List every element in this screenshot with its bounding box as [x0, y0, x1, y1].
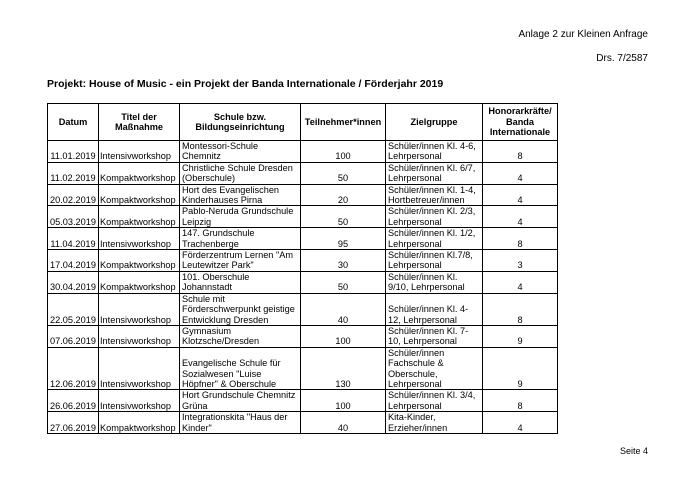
institution-cell: Montessori-Schule Chemnitz — [180, 141, 301, 163]
institution-cell: Pablo-Neruda Grundschule Leipzig — [180, 206, 301, 228]
date-cell: 26.06.2019 — [48, 390, 99, 412]
target-group-cell: Schüler/innen Kl. 1-4, Hortbetreuer/innen — [386, 184, 483, 206]
participants-cell: 20 — [301, 184, 386, 206]
table-row — [48, 184, 558, 206]
title-cell: Intensivworkshop — [99, 141, 180, 163]
title-cell: Kompaktworkshop — [99, 412, 180, 434]
table-row — [48, 390, 558, 412]
target-group-cell: Schüler/innen Kl. 3/4, Lehrpersonal — [386, 390, 483, 412]
institution-cell: Gymnasium Klotzsche/Dresden — [180, 325, 301, 347]
title-cell: Kompaktworkshop — [99, 250, 180, 272]
institution-cell: Hort des Evangelischen Kinderhauses Pirna — [180, 184, 301, 206]
participants-cell: 40 — [301, 412, 386, 434]
target-group-cell: Schüler/innen Kl. 6/7, Lehrpersonal — [386, 162, 483, 184]
participants-cell: 100 — [301, 390, 386, 412]
participants-cell: 50 — [301, 162, 386, 184]
participants-cell: 30 — [301, 250, 386, 272]
target-group-cell: Schüler/innen Fachschule & Oberschule, Lehrpersonal — [386, 347, 483, 390]
col-header-participants: Teilnehmer*innen — [301, 104, 386, 141]
date-cell: 22.05.2019 — [48, 293, 99, 325]
document-number: Drs. 7/2587 — [596, 53, 648, 64]
date-cell: 11.02.2019 — [48, 162, 99, 184]
table-row — [48, 271, 558, 293]
table-row — [48, 162, 558, 184]
participants-cell: 50 — [301, 206, 386, 228]
table-row — [48, 325, 558, 347]
date-cell: 17.04.2019 — [48, 250, 99, 272]
table-row — [48, 293, 558, 325]
trainers-cell: 4 — [483, 412, 558, 434]
title-cell: Kompaktworkshop — [99, 162, 180, 184]
table-row — [48, 347, 558, 390]
date-cell: 27.06.2019 — [48, 412, 99, 434]
target-group-cell: Schüler/innen Kl. 7-10, Lehrpersonal — [386, 325, 483, 347]
institution-cell: Förderzentrum Lernen "Am Leutewitzer Park" — [180, 250, 301, 272]
date-cell: 30.04.2019 — [48, 271, 99, 293]
annex-label: Anlage 2 zur Kleinen Anfrage — [518, 29, 648, 40]
table-row — [48, 141, 558, 163]
participants-cell: 100 — [301, 141, 386, 163]
date-cell: 12.06.2019 — [48, 347, 99, 390]
trainers-cell: 3 — [483, 250, 558, 272]
target-group-cell: Schüler/innen Kl. 1/2, Lehrpersonal — [386, 228, 483, 250]
title-cell: Intensivworkshop — [99, 293, 180, 325]
table-row — [48, 412, 558, 434]
institution-cell: 101. Oberschule Johannstadt — [180, 271, 301, 293]
trainers-cell: 8 — [483, 293, 558, 325]
institution-cell: Hort Grundschule Chemnitz Grüna — [180, 390, 301, 412]
table-header-row — [48, 104, 558, 141]
target-group-cell: Schüler/innen Kl.7/8, Lehrpersonal — [386, 250, 483, 272]
page-title: Projekt: House of Music - ein Projekt der Banda Internationale / Förderjahr 2019 — [47, 78, 444, 90]
participants-cell: 40 — [301, 293, 386, 325]
trainers-cell: 9 — [483, 347, 558, 390]
trainers-cell: 4 — [483, 162, 558, 184]
target-group-cell: Schüler/innen Kl. 2/3, Lehrpersonal — [386, 206, 483, 228]
trainers-cell: 4 — [483, 271, 558, 293]
title-cell: Kompaktworkshop — [99, 184, 180, 206]
title-cell: Kompaktworkshop — [99, 271, 180, 293]
institution-cell: Integrationskita "Haus der Kinder" — [180, 412, 301, 434]
col-header-target-group: Zielgruppe — [386, 104, 483, 141]
workshop-table — [47, 103, 558, 434]
trainers-cell: 8 — [483, 141, 558, 163]
title-cell: Intensivworkshop — [99, 325, 180, 347]
trainers-cell: 4 — [483, 184, 558, 206]
col-header-trainers: Honorarkräfte/ Banda Internationale — [483, 104, 558, 141]
institution-cell: Schule mit Förderschwerpunkt geistige Entwicklung Dresden — [180, 293, 301, 325]
trainers-cell: 9 — [483, 325, 558, 347]
trainers-cell: 4 — [483, 206, 558, 228]
trainers-cell: 8 — [483, 228, 558, 250]
page-number: Seite 4 — [619, 446, 648, 456]
target-group-cell: Schüler/innen Kl. 4-12, Lehrpersonal — [386, 293, 483, 325]
date-cell: 11.01.2019 — [48, 141, 99, 163]
institution-cell: Christliche Schule Dresden (Oberschule) — [180, 162, 301, 184]
col-header-date: Datum — [48, 104, 99, 141]
date-cell: 07.06.2019 — [48, 325, 99, 347]
target-group-cell: Schüler/innen Kl. 4-6, Lehrpersonal — [386, 141, 483, 163]
date-cell: 20.02.2019 — [48, 184, 99, 206]
date-cell: 05.03.2019 — [48, 206, 99, 228]
institution-cell: Evangelische Schule für Sozialwesen "Luise Höpfner" & Oberschule — [180, 347, 301, 390]
title-cell: Kompaktworkshop — [99, 206, 180, 228]
participants-cell: 130 — [301, 347, 386, 390]
col-header-title: Titel der Maßnahme — [99, 104, 180, 141]
table-row — [48, 250, 558, 272]
title-cell: Intensivworkshop — [99, 228, 180, 250]
trainers-cell: 8 — [483, 390, 558, 412]
participants-cell: 100 — [301, 325, 386, 347]
table-row — [48, 228, 558, 250]
table-row — [48, 206, 558, 228]
col-header-institution: Schule bzw. Bildungseinrichtung — [180, 104, 301, 141]
target-group-cell: Kita-Kinder, Erzieher/innen — [386, 412, 483, 434]
title-cell: Intensivworkshop — [99, 347, 180, 390]
participants-cell: 95 — [301, 228, 386, 250]
institution-cell: 147. Grundschule Trachenberge — [180, 228, 301, 250]
title-cell: Intensivworkshop — [99, 390, 180, 412]
participants-cell: 50 — [301, 271, 386, 293]
target-group-cell: Schüler/innen Kl. 9/10, Lehrpersonal — [386, 271, 483, 293]
date-cell: 11.04.2019 — [48, 228, 99, 250]
